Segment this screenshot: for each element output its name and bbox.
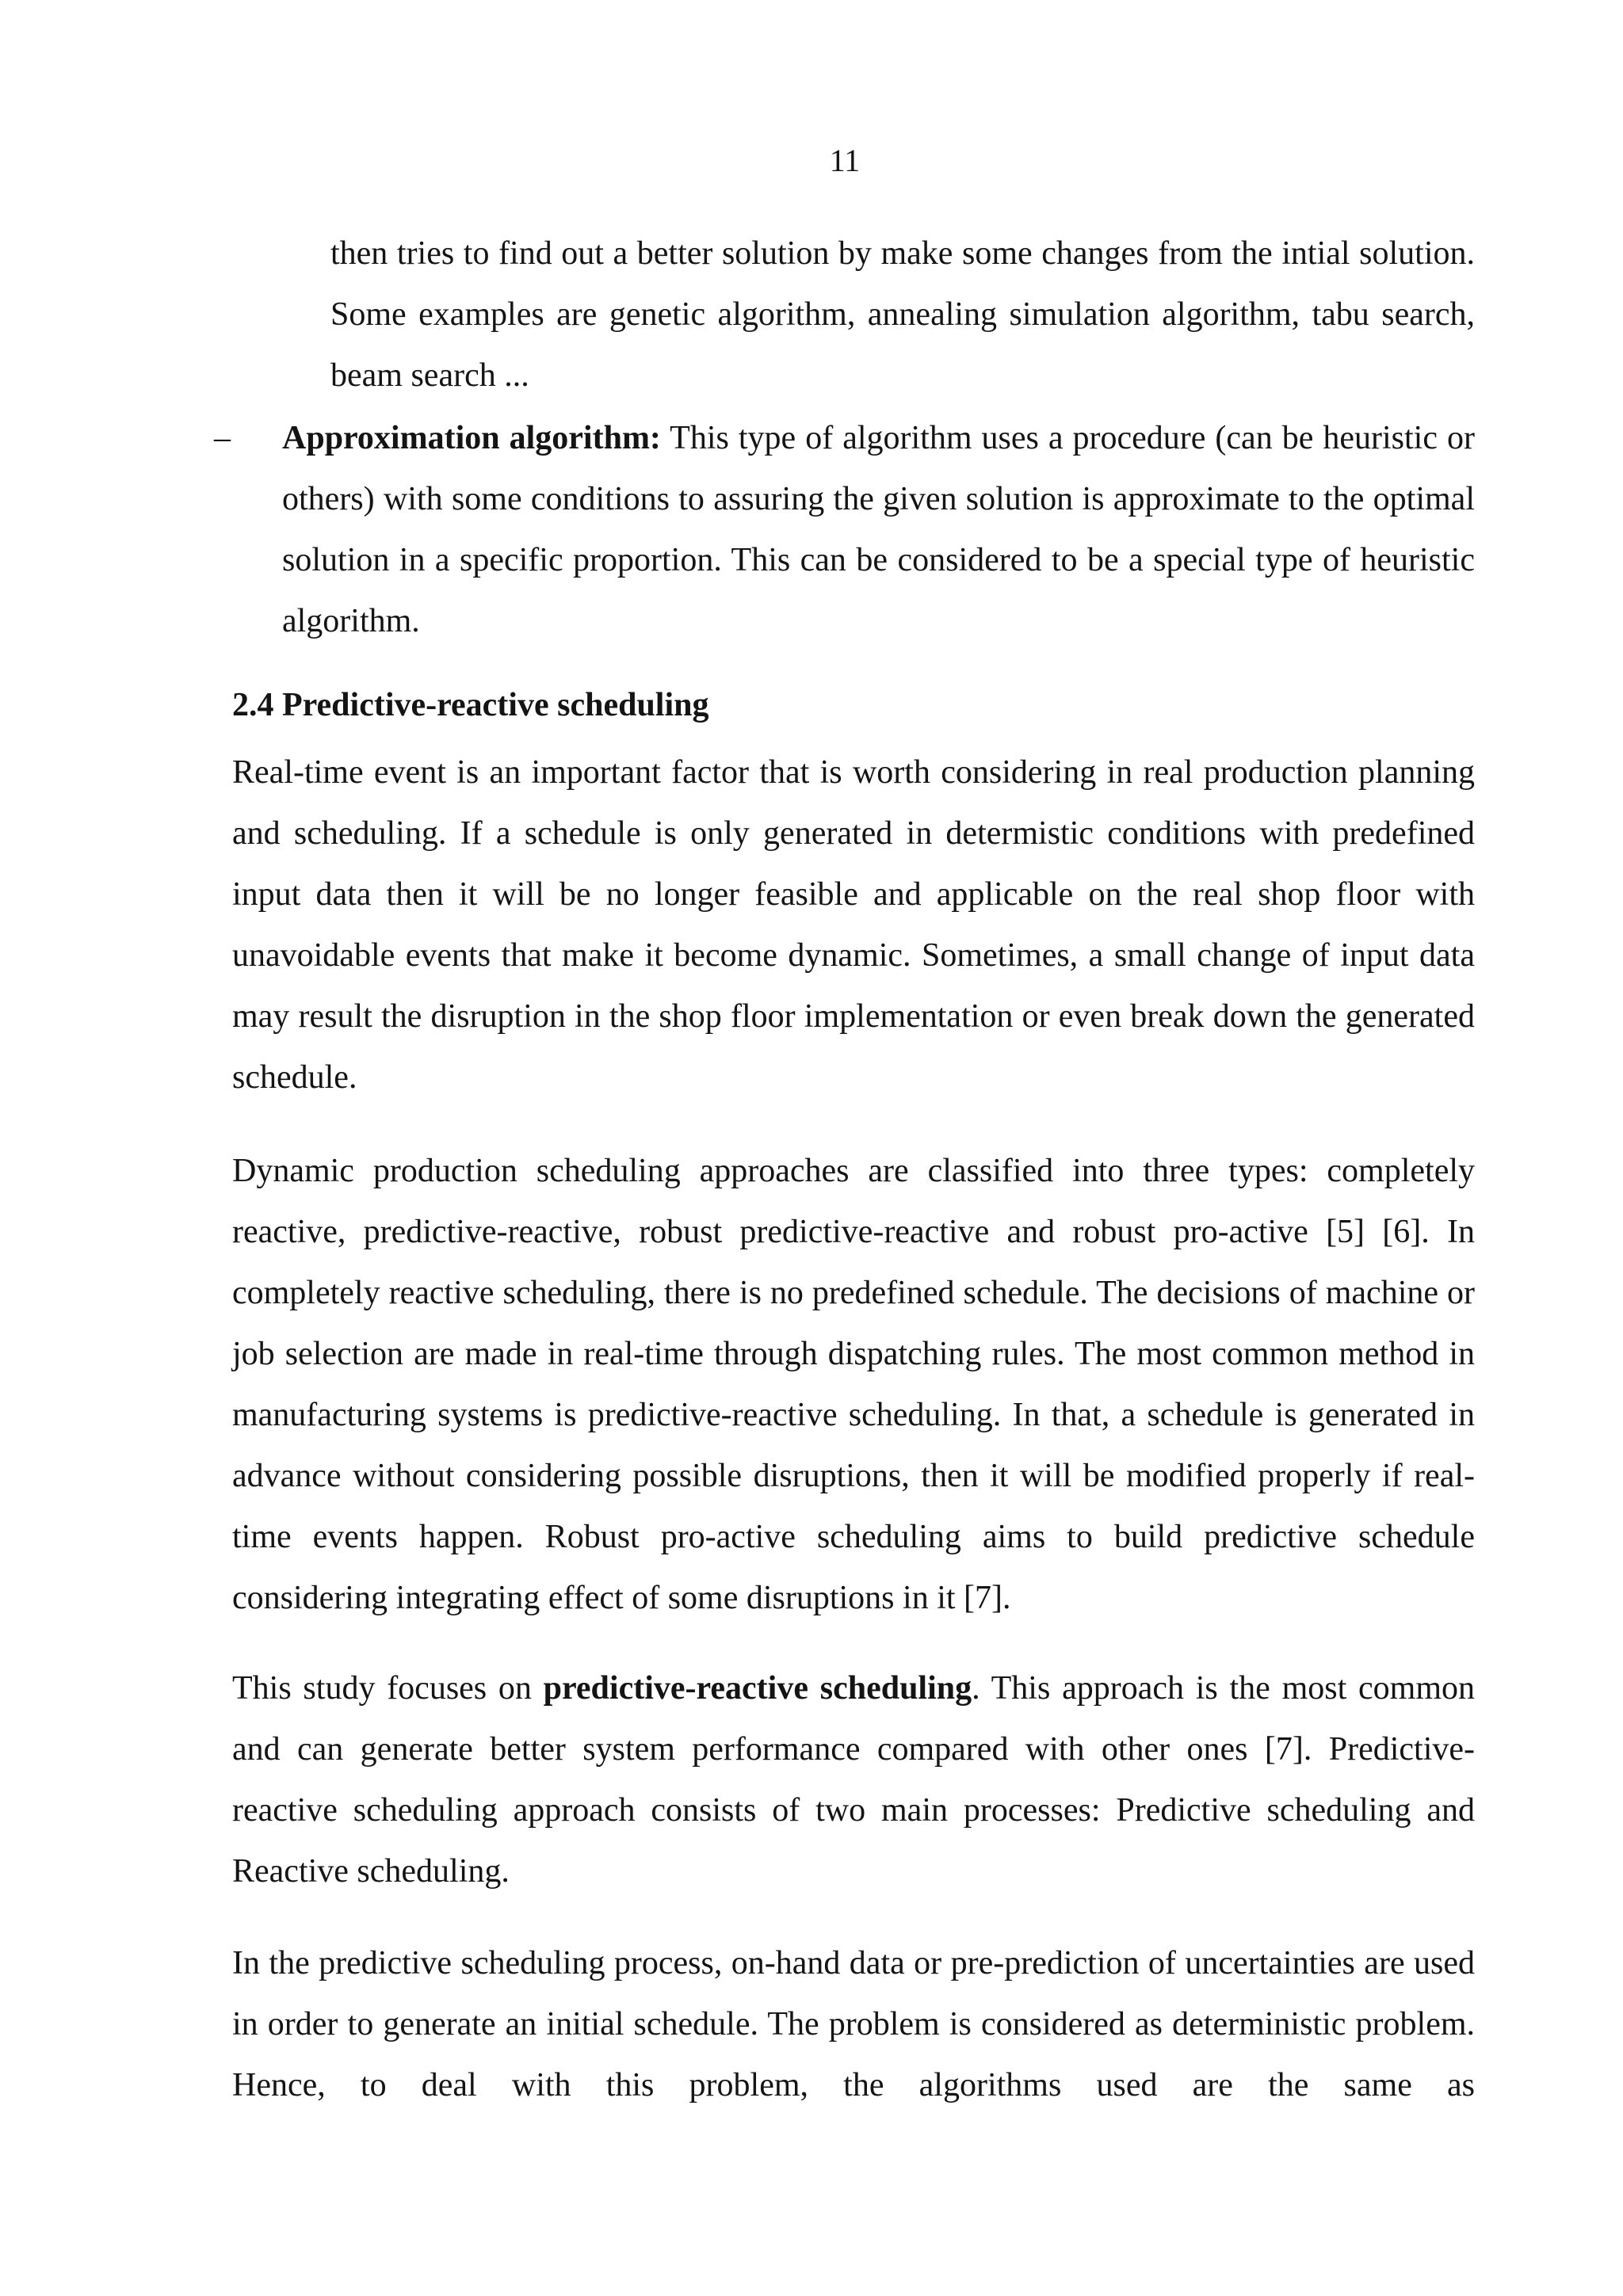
paragraph-4: In the predictive scheduling process, on-hand data or pre-prediction of uncertainties are used in order to generate an initial schedule. The problem is considered as deterministic problem. Hence, to deal with this problem, the algorithms used are the same as — [232, 1945, 1475, 2103]
paragraph-2: Dynamic production scheduling approaches are classified into three types: completely reactive, predictive-reactive, robust predictive-reactive and robust pro-active [5] [6]. In completely reactive scheduling, there is no predefined schedule. The decisions of machine or job selection are made in real-time through dispatching rules. The most common method in manufacturing systems is predictive-reactive scheduling. In that, a schedule is generated in advance without considering possible disruptions, then it will be modified properly if real-time events happen. Robust pro-active scheduling aims to build predictive schedule considering integrating effect of some disruptions in it [7]. — [232, 1153, 1475, 1616]
paragraph-1: Real-time event is an important factor that is worth considering in real production planning and scheduling. If a schedule is only generated in determistic conditions with predefined input data then it will be no longer feasible and applicable on the real shop floor with unavoidable events that make it become dynamic. Sometimes, a small change of input data may result the disruption in the shop floor implementation or even break down the generated schedule. — [232, 754, 1475, 1096]
paragraph-predictive-process — [232, 1933, 1475, 2116]
paragraph-3 — [232, 1658, 1475, 1902]
bullet-term: Approximation algorithm: — [282, 420, 661, 456]
continued-paragraph: then tries to find out a better solution by make some changes from the intial solution. Some examples are genetic algorithm, annealing simulation algorithm, tabu search, beam search ... — [330, 235, 1475, 394]
paragraph-3-start: This study focuses on — [232, 1670, 544, 1707]
bullet-description: This type of algorithm uses a procedure (can be heuristic or others) with some conditions to assuring the given solution is approximate to the optimal solution in a specific proportion. This can be considered to be a special type of heuristic algorithm. — [282, 420, 1475, 639]
paragraph-3-emphasis: predictive-reactive scheduling — [543, 1670, 972, 1707]
paragraph-3-end: . This approach is the most common and can generate better system performance compared with other ones [7]. Predictive-reactive scheduling approach consists of two main processes: Predictive scheduling and Reactive scheduling. — [232, 1670, 1475, 1890]
paragraph-study-focus — [232, 1658, 1475, 1902]
bullet-dash: – — [214, 420, 231, 456]
bullet-item-approximation-algorithm — [214, 408, 1475, 652]
page-number: 11 — [829, 143, 861, 178]
section-heading: 2.4 Predictive-reactive scheduling — [232, 687, 709, 723]
paragraph-dynamic-scheduling — [232, 1141, 1475, 1629]
paragraph-realtime-event — [232, 742, 1475, 1108]
bullet-text — [282, 408, 1475, 652]
